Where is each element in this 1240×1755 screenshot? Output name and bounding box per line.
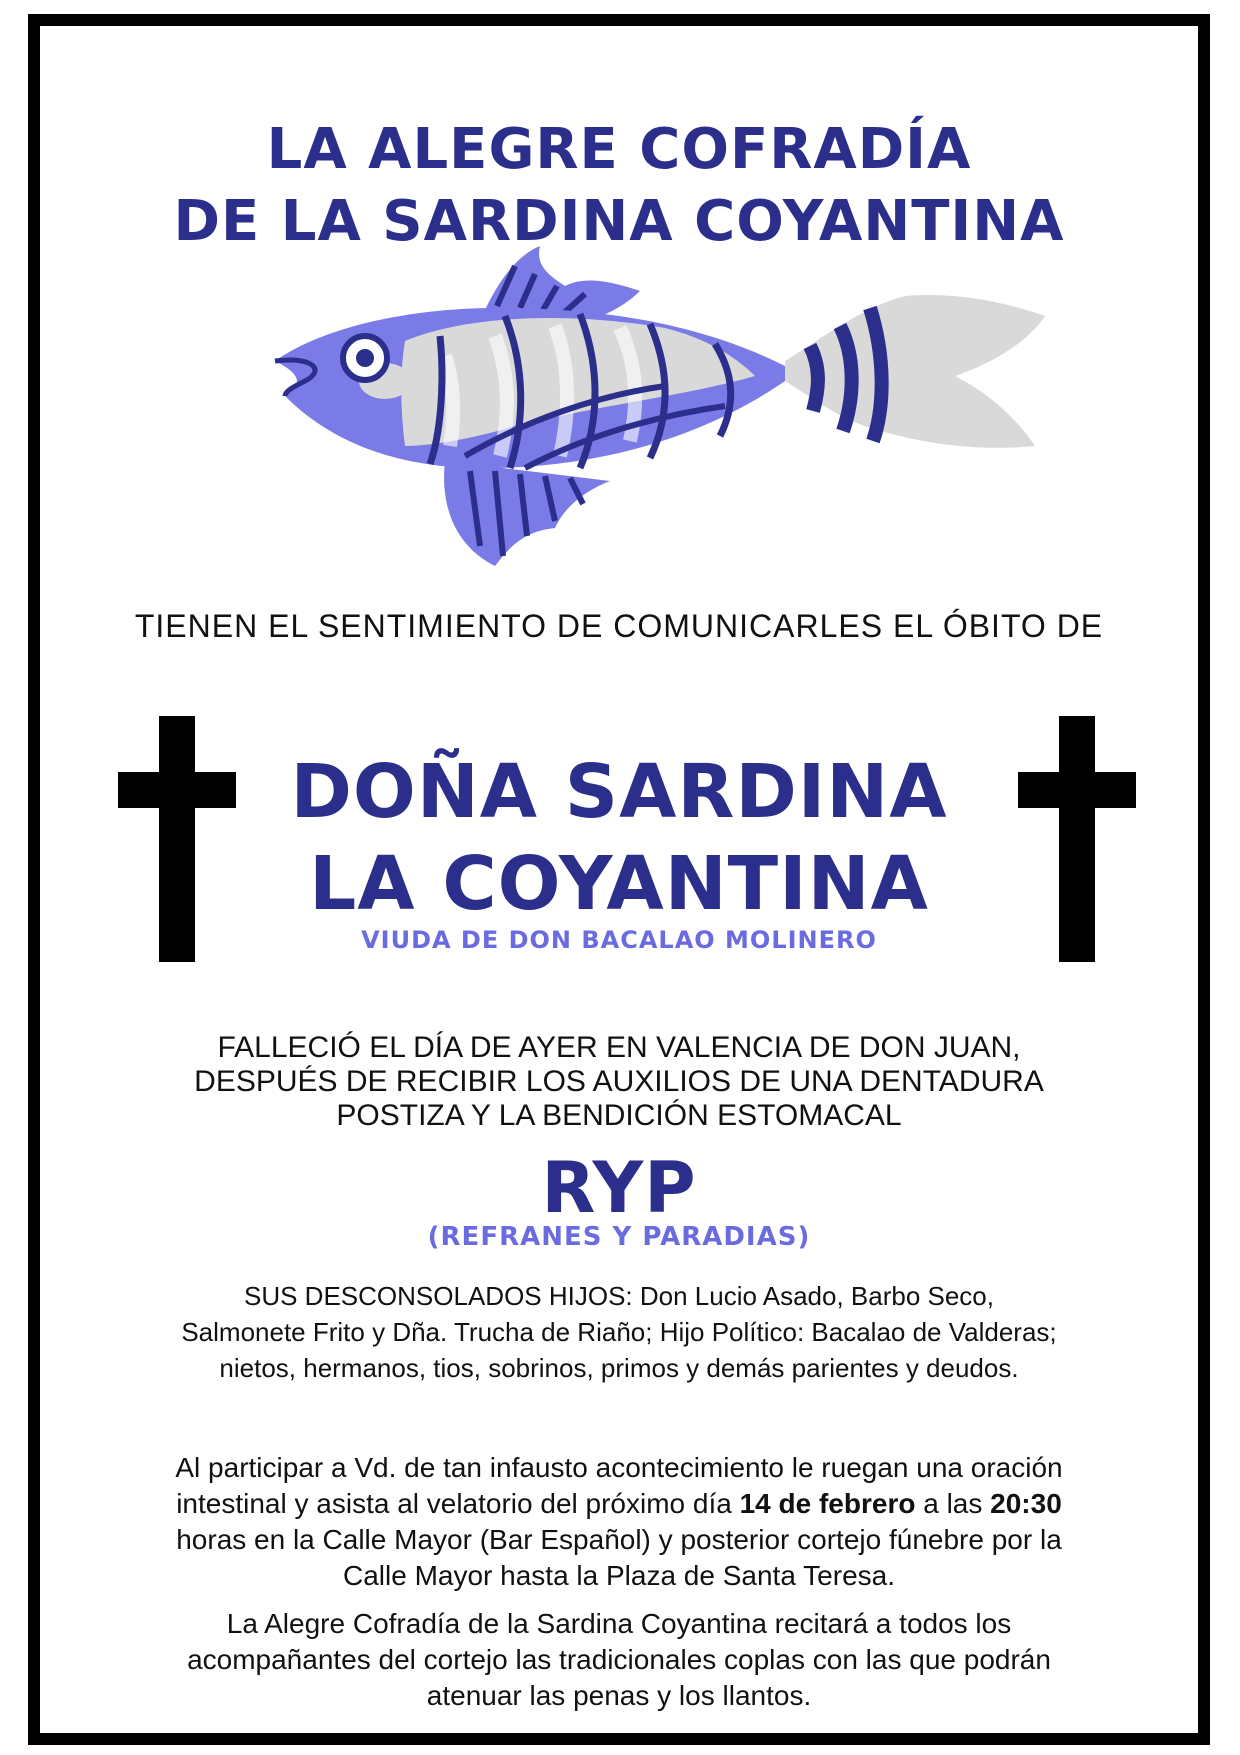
invitation-text — [40, 1450, 1198, 1594]
invite-line-2 — [40, 1486, 1198, 1522]
death-line-1: FALLECIÓ EL DÍA DE AYER EN VALENCIA DE DON JUAN, — [217, 1031, 1021, 1064]
invite-line-4: Calle Mayor hasta la Plaza de Santa Teresa. — [342, 1560, 895, 1591]
sardine-illustration-icon — [265, 246, 1055, 591]
title-line-1: LA ALEGRE COFRADÍA — [266, 117, 972, 182]
death-line-2: DESPUÉS DE RECIBIR LOS AUXILIOS DE UNA DENTADURA — [194, 1065, 1044, 1098]
children-list — [40, 1278, 1198, 1386]
children-line-1: SUS DESCONSOLADOS HIJOS: Don Lucio Asado, Barbo Seco, — [244, 1281, 994, 1311]
deceased-subtitle: VIUDA DE DON BACALAO MOLINERO — [361, 926, 877, 954]
death-notice — [40, 1031, 1198, 1133]
announcement-text: TIENEN EL SENTIMIENTO DE COMUNICARLES EL ÓBITO DE — [134, 608, 1104, 644]
invite-line-2-a: intestinal y asista al velatorio del próximo día — [176, 1488, 740, 1519]
deceased-line-1: DOÑA SARDINA — [290, 749, 948, 835]
ryp-title: RYP — [541, 1147, 697, 1229]
title-line-2: DE LA SARDINA COYANTINA — [173, 189, 1065, 254]
closing-text — [40, 1606, 1198, 1714]
children-line-3: nietos, hermanos, tios, sobrinos, primos y demás parientes y deudos. — [219, 1353, 1019, 1383]
ryp-subtitle: (REFRANES Y PARADIAS) — [427, 1222, 811, 1252]
brotherhood-title — [40, 114, 1198, 258]
event-time: 20:30 — [990, 1488, 1062, 1519]
event-date: 14 de febrero — [739, 1488, 916, 1519]
invite-line-2-b: a las — [915, 1488, 991, 1519]
children-line-2: Salmonete Frito y Dña. Trucha de Riaño; Hijo Político: Bacalao de Valderas; — [181, 1317, 1057, 1347]
deceased-line-2: LA COYANTINA — [309, 841, 929, 927]
closing-line-3: atenuar las penas y los llantos. — [426, 1680, 812, 1711]
invite-line-1: Al participar a Vd. de tan infausto acontecimiento le ruegan una oración — [175, 1452, 1063, 1483]
closing-line-2: acompañantes del cortejo las tradicionales coplas con las que podrán — [187, 1644, 1051, 1675]
notice-frame — [28, 14, 1210, 1745]
deceased-name — [40, 746, 1198, 930]
death-line-3: POSTIZA Y LA BENDICIÓN ESTOMACAL — [336, 1099, 902, 1132]
invite-line-3: horas en la Calle Mayor (Bar Español) y posterior cortejo fúnebre por la — [176, 1524, 1062, 1555]
closing-line-1: La Alegre Cofradía de la Sardina Coyantina recitará a todos los — [226, 1608, 1012, 1639]
